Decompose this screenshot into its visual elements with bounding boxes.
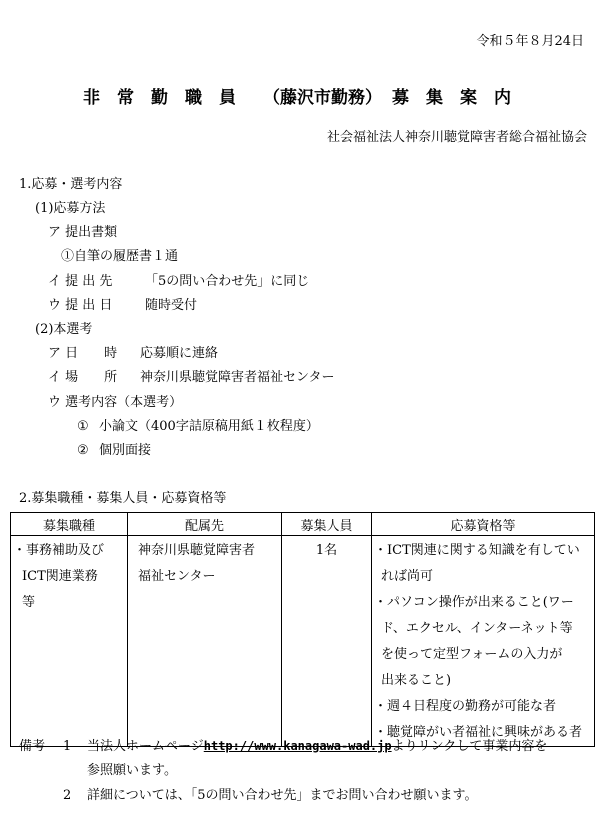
table-row (11, 536, 595, 747)
cell-department (128, 536, 282, 747)
title-part-1: 非常勤職員 (83, 88, 253, 108)
section1-heading: 1.応募・選考内容 (19, 177, 123, 192)
header-qualifications: 応募資格等 (372, 513, 595, 536)
datetime-value: 応募順に連絡 (140, 346, 219, 361)
note-1-number: 1 (63, 739, 72, 754)
job-line: 等 (22, 595, 36, 610)
submit-date-label: ウ 提 出 日 (48, 298, 113, 313)
recruitment-table (10, 512, 595, 747)
note-1-post: よりリンクして事業内容を (391, 739, 548, 754)
dest-label: イ 提 出 先 (48, 274, 113, 289)
note-2-number: 2 (63, 788, 72, 803)
qual-line: ・パソコン操作が出来ること(ワー (374, 595, 574, 610)
cell-qualifications (372, 536, 595, 747)
qual-line: 出来ること) (381, 673, 452, 688)
organization-name: 社会福祉法人神奈川聴覚障害者総合福祉協会 (326, 130, 587, 145)
note-1-text (87, 740, 547, 753)
title-part-3: 募集案内 (392, 88, 528, 108)
dest-value: 「5の問い合わせ先」に同じ (145, 274, 310, 289)
note-2-text: 詳細については、「5の問い合わせ先」までお問い合わせ願います。 (87, 788, 478, 803)
header-department: 配属先 (128, 513, 282, 536)
content-item2: 個別面接 (99, 443, 152, 458)
qual-line: れば尚可 (381, 569, 434, 584)
header-headcount: 募集人員 (282, 513, 372, 536)
note-1-pre: 当法人ホームページ (87, 739, 204, 754)
section2-heading: 2.募集職種・募集人員・応募資格等 (19, 491, 227, 506)
page-title (0, 90, 611, 107)
title-part-2: （藤沢市勤務） (263, 88, 382, 108)
place-value: 神奈川県聴覚障害者福祉センター (140, 370, 335, 385)
content-item1: 小論文（400字詰原稿用紙１枚程度） (99, 419, 319, 434)
datetime-label: ア 日 時 (48, 346, 118, 361)
note-1-continuation: 参照願います。 (87, 763, 177, 778)
qual-line: ド、エクセル、インターネット等 (381, 621, 573, 636)
issue-date: 令和５年８月24日 (476, 34, 584, 49)
content-label: ウ 選考内容（本選考） (48, 395, 183, 410)
cell-job-type (11, 536, 128, 747)
homepage-link[interactable]: http://www.kanagawa-wad.jp (203, 739, 392, 753)
dept-line: 福祉センター (138, 569, 216, 584)
place-label: イ 場 所 (48, 370, 118, 385)
content-item1-num: ① (77, 419, 89, 434)
qual-line: を使って定型フォームの入力が (381, 647, 563, 662)
job-line: ・事務補助及び (13, 543, 105, 558)
submit-date-value: 随時受付 (145, 298, 198, 313)
dept-line: 神奈川県聴覚障害者 (138, 543, 256, 558)
table-header-row (11, 513, 595, 536)
qual-line: ・ICT関連に関する知識を有してい (374, 543, 580, 558)
selection-heading: (2)本選考 (35, 322, 93, 337)
cell-headcount (282, 536, 372, 747)
qual-line: ・週４日程度の勤務が可能な者 (374, 699, 557, 714)
content-item2-num: ② (77, 443, 89, 458)
job-line: ICT関連業務 (22, 569, 98, 584)
header-job-type: 募集職種 (11, 513, 128, 536)
docs-item: ①自筆の履歴書１通 (61, 249, 179, 264)
headcount-value: 1名 (315, 543, 338, 558)
method-heading: (1)応募方法 (35, 201, 106, 216)
notes-label: 備考 (19, 739, 46, 754)
docs-label: ア 提出書類 (48, 225, 118, 240)
qual-line: ・聴覚障がい者福祉に興味がある者 (374, 725, 583, 740)
